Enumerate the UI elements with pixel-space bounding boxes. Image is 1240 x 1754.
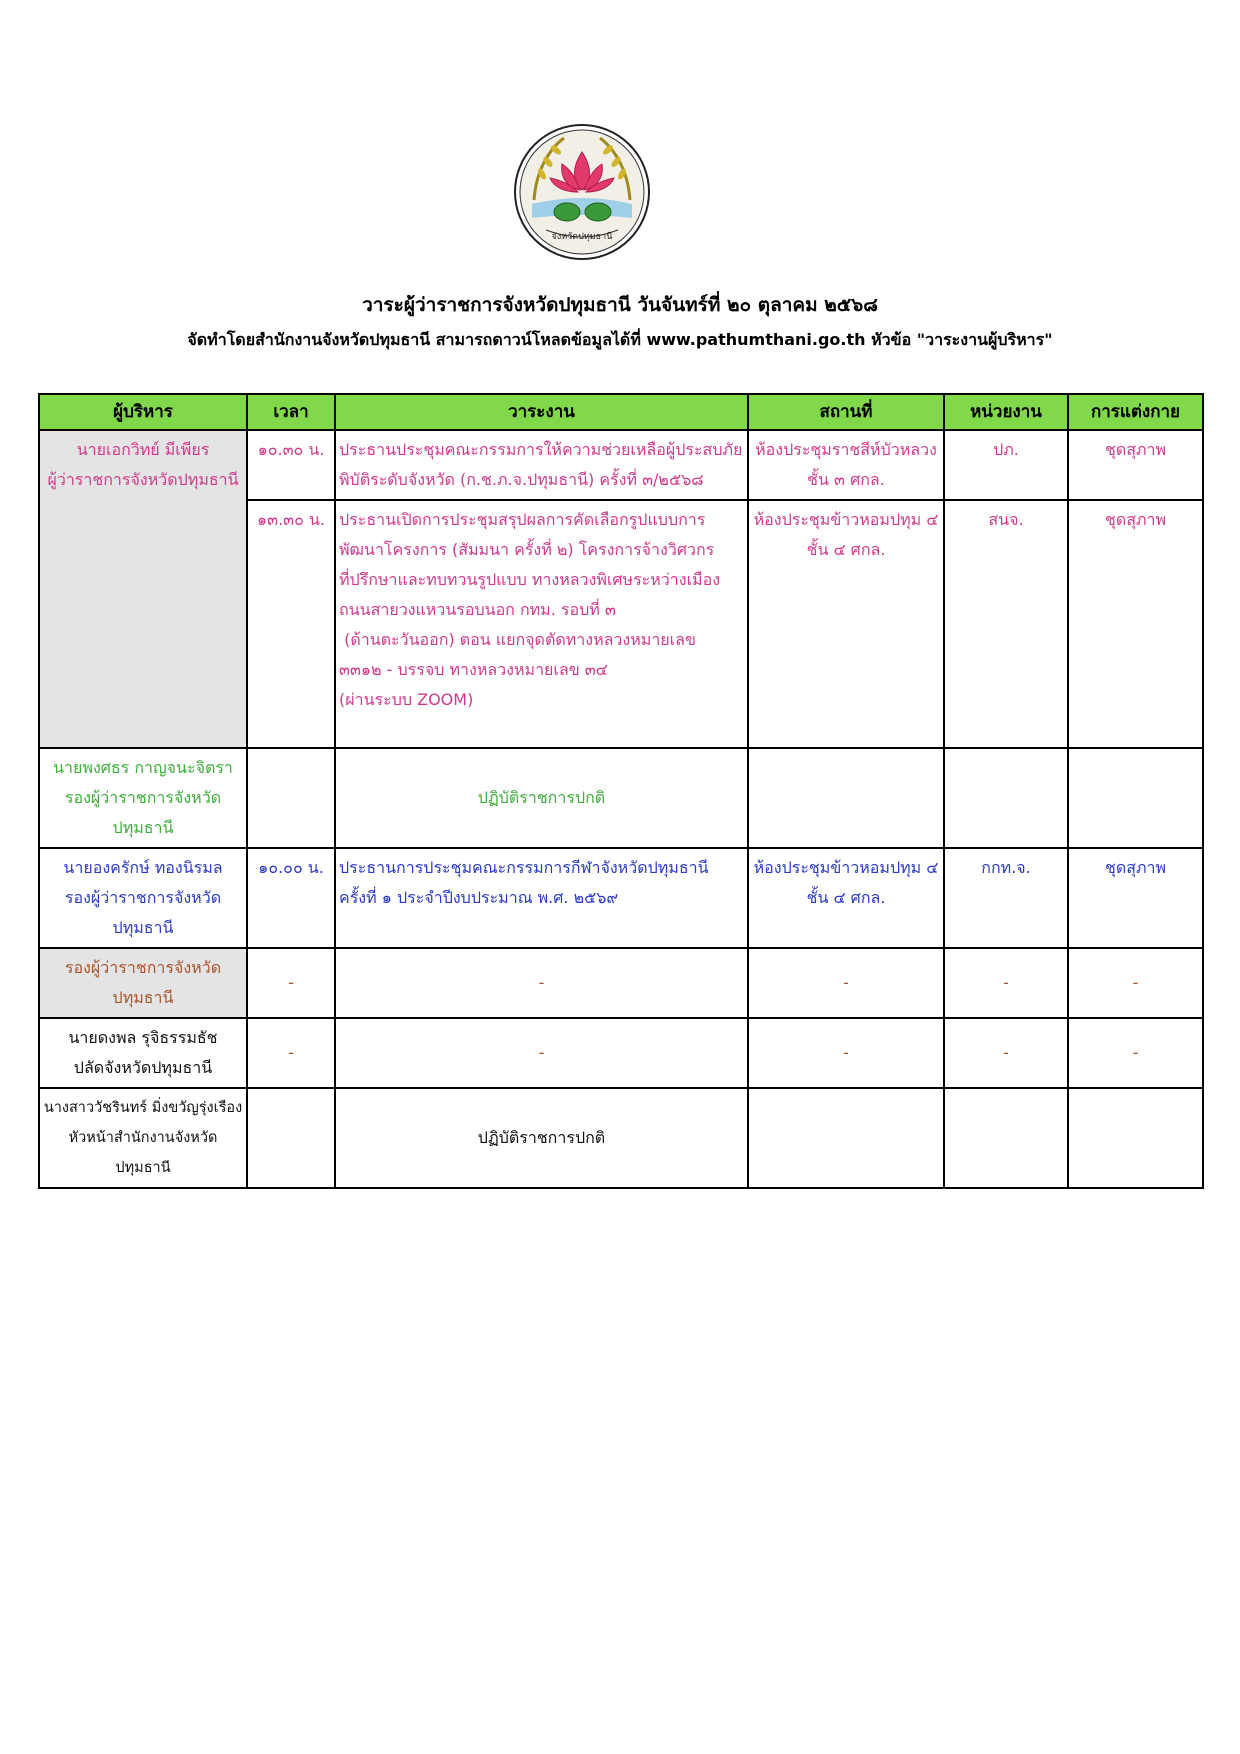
executive-position: รองผู้ว่าราชการจังหวัดปทุมธานี bbox=[64, 788, 222, 837]
table-row bbox=[39, 430, 1203, 500]
executive-position: ผู้ว่าราชการจังหวัดปทุมธานี bbox=[47, 470, 239, 489]
agenda-line: ประธานการประชุมคณะกรรมการกีฬาจังหวัดปทุมธานี bbox=[339, 858, 709, 877]
table-row bbox=[39, 748, 1203, 848]
col-header-agenda: วาระงาน bbox=[335, 394, 748, 430]
executive-position: หัวหน้าสำนักงานจังหวัดปทุมธานี bbox=[68, 1130, 218, 1176]
table-row bbox=[39, 1088, 1203, 1188]
unit-cell: สนจ. bbox=[944, 500, 1068, 748]
time-cell: ๑๓.๓๐ น. bbox=[247, 500, 335, 748]
agenda-line: ครั้งที่ ๑ ประจำปีงบประมาณ พ.ศ. ๒๕๖๙ bbox=[339, 888, 619, 907]
unit-cell: ปภ. bbox=[944, 430, 1068, 500]
agenda-cell: ประธานประชุมคณะกรรมการให้ความช่วยเหลือผู้ประสบภัยพิบัติระดับจังหวัด (ก.ช.ภ.จ.ปทุมธานี) ครั้งที่ ๓/๒๕๖๘ bbox=[335, 430, 748, 500]
table-header-row bbox=[39, 394, 1203, 430]
agenda-line: ที่ปรึกษาและทบทวนรูปแบบ ทางหลวงพิเศษระหว่างเมือง bbox=[339, 570, 721, 589]
executive-position: รองผู้ว่าราชการจังหวัดปทุมธานี bbox=[64, 888, 222, 937]
agenda-cell bbox=[335, 500, 748, 748]
executive-position: รองผู้ว่าราชการจังหวัดปทุมธานี bbox=[64, 958, 222, 1007]
page-subtitle: จัดทำโดยสำนักงานจังหวัดปทุมธานี สามารถดาวน์โหลดข้อมูลได้ที่ www.pathumthani.go.th หัวข้อ "วาระงานผู้บริหาร" bbox=[187, 330, 1053, 349]
executive-position: ปลัดจังหวัดปทุมธานี bbox=[73, 1058, 213, 1077]
executive-cell-deputy3 bbox=[39, 948, 247, 1018]
place-cell bbox=[748, 848, 944, 948]
agenda-line: (ผ่านระบบ ZOOM) bbox=[339, 690, 474, 709]
dress-cell: - bbox=[1068, 1018, 1203, 1088]
agenda-cell: - bbox=[335, 948, 748, 1018]
agenda-line: พัฒนาโครงการ (สัมมนา ครั้งที่ ๒) โครงการจ้างวิศวกร bbox=[339, 540, 715, 559]
executive-name: นายดงพล รุจิธรรมธัช bbox=[68, 1028, 218, 1047]
pathumthani-seal-logo bbox=[512, 122, 652, 262]
agenda-line: ๓๓๑๒ - บรรจบ ทางหลวงหมายเลข ๓๔ bbox=[339, 660, 608, 679]
time-cell: - bbox=[247, 948, 335, 1018]
place-cell bbox=[748, 748, 944, 848]
unit-cell: - bbox=[944, 948, 1068, 1018]
col-header-executive: ผู้บริหาร bbox=[39, 394, 247, 430]
place-cell: - bbox=[748, 1018, 944, 1088]
col-header-place: สถานที่ bbox=[748, 394, 944, 430]
unit-cell bbox=[944, 1088, 1068, 1188]
time-cell bbox=[247, 748, 335, 848]
dress-cell: ชุดสุภาพ bbox=[1068, 430, 1203, 500]
agenda-cell: ปฏิบัติราชการปกติ bbox=[335, 1088, 748, 1188]
col-header-dress: การแต่งกาย bbox=[1068, 394, 1203, 430]
schedule-table bbox=[38, 393, 1204, 1189]
agenda-line: ประธานเปิดการประชุมสรุปผลการคัดเลือกรูปแบบการ bbox=[339, 510, 706, 529]
place-line: ห้องประชุมข้าวหอมปทุม ๔ bbox=[753, 510, 939, 529]
dress-cell: ชุดสุภาพ bbox=[1068, 848, 1203, 948]
place-line: ชั้น ๔ ศกล. bbox=[806, 888, 886, 907]
agenda-cell bbox=[335, 848, 748, 948]
dress-cell: - bbox=[1068, 948, 1203, 1018]
time-cell bbox=[247, 1088, 335, 1188]
place-cell bbox=[748, 1088, 944, 1188]
dress-cell bbox=[1068, 1088, 1203, 1188]
page-title: วาระผู้ว่าราชการจังหวัดปทุมธานี วันจันทร์ที่ ๒๐ ตุลาคม ๒๕๖๘ bbox=[362, 294, 878, 316]
executive-name: นายพงศธร กาญจนะจิตรา bbox=[53, 758, 233, 777]
place-line: ชั้น ๔ ศกล. bbox=[806, 540, 886, 559]
executive-cell-deputy1 bbox=[39, 748, 247, 848]
time-cell: - bbox=[247, 1018, 335, 1088]
place-cell: - bbox=[748, 948, 944, 1018]
table-row bbox=[39, 1018, 1203, 1088]
place-cell bbox=[748, 500, 944, 748]
agenda-cell: ปฏิบัติราชการปกติ bbox=[335, 748, 748, 848]
place-line: ห้องประชุมข้าวหอมปทุม ๔ bbox=[753, 858, 939, 877]
seal-text: จังหวัดปทุมธานี bbox=[551, 232, 613, 242]
table-row bbox=[39, 848, 1203, 948]
unit-cell: - bbox=[944, 1018, 1068, 1088]
time-cell: ๑๐.๐๐ น. bbox=[247, 848, 335, 948]
time-cell: ๑๐.๓๐ น. bbox=[247, 430, 335, 500]
executive-cell-palad bbox=[39, 1018, 247, 1088]
col-header-time: เวลา bbox=[247, 394, 335, 430]
dress-cell: ชุดสุภาพ bbox=[1068, 500, 1203, 748]
dress-cell bbox=[1068, 748, 1203, 848]
place-cell: ห้องประชุมราชสีห์บัวหลวง ชั้น ๓ ศกล. bbox=[748, 430, 944, 500]
agenda-line: ถนนสายวงแหวนรอบนอก กทม. รอบที่ ๓ bbox=[339, 600, 616, 619]
agenda-line: (ด้านตะวันออก) ตอน แยกจุดตัดทางหลวงหมายเลข bbox=[339, 630, 696, 649]
executive-cell-office-head bbox=[39, 1088, 247, 1188]
executive-cell-deputy2 bbox=[39, 848, 247, 948]
executive-name: นายองครักษ์ ทองนิรมล bbox=[63, 858, 223, 877]
agenda-cell: - bbox=[335, 1018, 748, 1088]
unit-cell bbox=[944, 748, 1068, 848]
executive-cell-governor bbox=[39, 430, 247, 748]
executive-name: นายเอกวิทย์ มีเพียร bbox=[76, 440, 210, 459]
table-row bbox=[39, 948, 1203, 1018]
col-header-unit: หน่วยงาน bbox=[944, 394, 1068, 430]
unit-cell: กกท.จ. bbox=[944, 848, 1068, 948]
executive-name: นางสาววัชรินทร์ มิ่งขวัญรุ่งเรือง bbox=[43, 1100, 243, 1116]
